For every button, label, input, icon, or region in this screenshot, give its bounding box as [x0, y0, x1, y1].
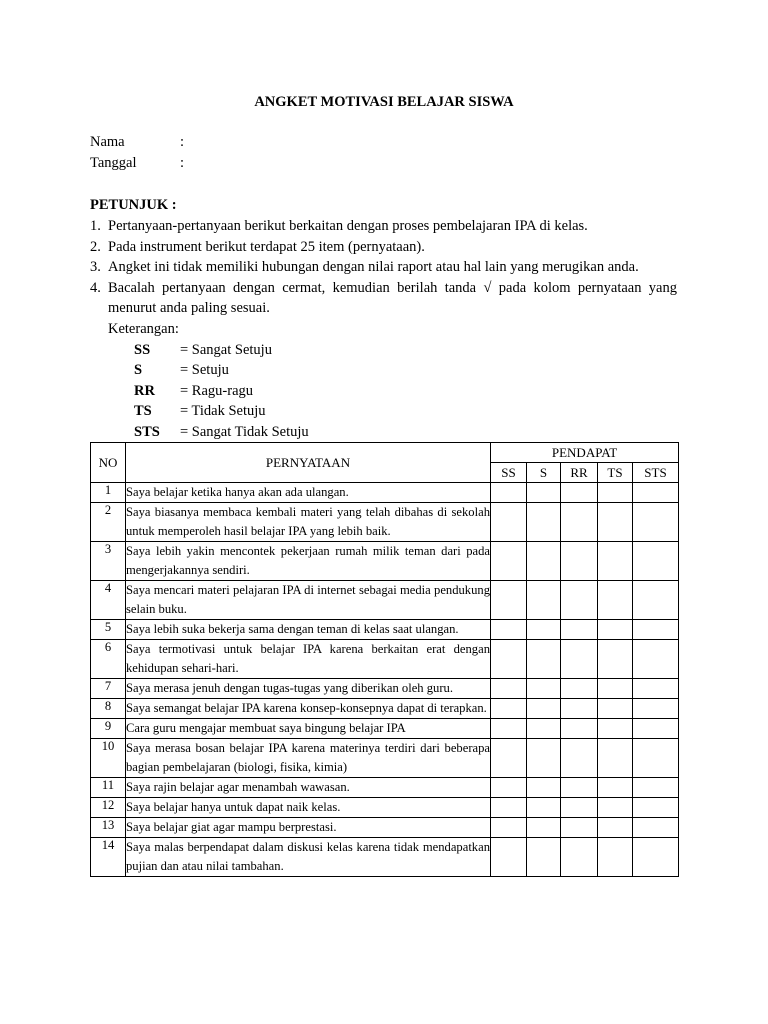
table-row	[91, 778, 679, 798]
answer-cell-sts[interactable]	[633, 818, 679, 838]
legend-meaning: = Ragu-ragu	[180, 382, 254, 399]
answer-cell-ts[interactable]	[598, 818, 633, 838]
header-ss: SS	[491, 463, 527, 483]
header-s: S	[527, 463, 561, 483]
answer-cell-s[interactable]	[527, 581, 561, 620]
table-row	[91, 818, 679, 838]
row-statement: Saya lebih yakin mencontek pekerjaan rumah milik teman dari pada mengerjakannya sendiri.	[126, 542, 491, 581]
row-number: 6	[91, 640, 126, 679]
header-no: NO	[91, 443, 126, 483]
legend-meaning: = Sangat Setuju	[180, 341, 272, 358]
instructions-list	[90, 216, 677, 443]
table-row	[91, 699, 679, 719]
instruction-item	[90, 257, 677, 278]
legend-meaning: = Tidak Setuju	[180, 403, 266, 420]
table-row	[91, 719, 679, 739]
answer-cell-ss[interactable]	[491, 581, 527, 620]
table-row	[91, 620, 679, 640]
instruction-item	[90, 237, 677, 258]
legend-code: RR	[134, 382, 155, 399]
header-rr: RR	[561, 463, 598, 483]
table-row	[91, 739, 679, 778]
legend-row	[134, 422, 677, 443]
answer-cell-rr[interactable]	[561, 581, 598, 620]
answer-cell-sts[interactable]	[633, 719, 679, 739]
answer-cell-sts[interactable]	[633, 620, 679, 640]
answer-cell-ss[interactable]	[491, 620, 527, 640]
answer-cell-s[interactable]	[527, 679, 561, 699]
row-statement: Saya mencari materi pelajaran IPA di internet sebagai media pendukung selain buku.	[126, 581, 491, 620]
answer-cell-sts[interactable]	[633, 838, 679, 877]
instruction-number: 4.	[90, 279, 101, 296]
instruction-text: Bacalah pertanyaan dengan cermat, kemudian berilah tanda √ pada kolom pernyataan yang menurut anda paling sesuai.	[108, 279, 677, 317]
answer-cell-ts[interactable]	[598, 778, 633, 798]
answer-cell-ss[interactable]	[491, 640, 527, 679]
answer-cell-rr[interactable]	[561, 699, 598, 719]
row-number: 4	[91, 581, 126, 620]
answer-cell-ss[interactable]	[491, 818, 527, 838]
answer-cell-ss[interactable]	[491, 679, 527, 699]
answer-cell-ss[interactable]	[491, 798, 527, 818]
row-number: 2	[91, 503, 126, 542]
answer-cell-ts[interactable]	[598, 581, 633, 620]
answer-cell-s[interactable]	[527, 483, 561, 503]
row-statement: Saya belajar hanya untuk dapat naik kelas.	[126, 798, 491, 818]
row-statement: Saya belajar giat agar mampu berprestasi.	[126, 818, 491, 838]
table-row	[91, 542, 679, 581]
answer-cell-ts[interactable]	[598, 699, 633, 719]
answer-cell-s[interactable]	[527, 838, 561, 877]
answer-cell-rr[interactable]	[561, 818, 598, 838]
legend-label: Keterangan:	[108, 320, 179, 337]
row-statement: Saya lebih suka bekerja sama dengan teman di kelas saat ulangan.	[126, 620, 491, 640]
table-row	[91, 798, 679, 818]
legend-row	[134, 360, 677, 381]
date-separator: :	[180, 155, 185, 171]
row-statement: Saya termotivasi untuk belajar IPA karena berkaitan erat dengan kehidupan sehari-hari.	[126, 640, 491, 679]
row-statement: Saya biasanya membaca kembali materi yang telah dibahas di sekolah untuk memperoleh hasil belajar IPA yang lebih baik.	[126, 503, 491, 542]
answer-cell-rr[interactable]	[561, 719, 598, 739]
questionnaire-body	[91, 483, 679, 877]
row-number: 12	[91, 798, 126, 818]
answer-cell-rr[interactable]	[561, 542, 598, 581]
answer-cell-ts[interactable]	[598, 620, 633, 640]
table-row	[91, 503, 679, 542]
legend-row	[134, 381, 677, 402]
answer-cell-rr[interactable]	[561, 620, 598, 640]
answer-cell-ts[interactable]	[598, 503, 633, 542]
questionnaire-table	[90, 442, 679, 877]
legend-meaning: = Setuju	[180, 362, 229, 379]
legend-code: TS	[134, 403, 152, 420]
answer-cell-s[interactable]	[527, 818, 561, 838]
answer-cell-ts[interactable]	[598, 838, 633, 877]
instructions-heading: PETUNJUK :	[90, 197, 177, 213]
row-number: 14	[91, 838, 126, 877]
table-row	[91, 838, 679, 877]
answer-cell-rr[interactable]	[561, 838, 598, 877]
answer-cell-ss[interactable]	[491, 542, 527, 581]
answer-cell-s[interactable]	[527, 503, 561, 542]
answer-cell-ss[interactable]	[491, 838, 527, 877]
instruction-number: 1.	[90, 218, 101, 234]
row-number: 3	[91, 542, 126, 581]
legend-code: SS	[134, 341, 151, 358]
answer-cell-rr[interactable]	[561, 483, 598, 503]
row-number: 5	[91, 620, 126, 640]
answer-cell-s[interactable]	[527, 542, 561, 581]
answer-cell-rr[interactable]	[561, 679, 598, 699]
answer-cell-rr[interactable]	[561, 778, 598, 798]
answer-cell-ts[interactable]	[598, 542, 633, 581]
row-number: 1	[91, 483, 126, 503]
name-label: Nama	[90, 134, 125, 150]
page-title: ANGKET MOTIVASI BELAJAR SISWA	[254, 94, 514, 110]
instruction-item	[90, 216, 677, 237]
table-row	[91, 581, 679, 620]
legend-code: S	[134, 362, 143, 379]
answer-cell-s[interactable]	[527, 719, 561, 739]
instruction-text: Pada instrument berikut terdapat 25 item (pernyataan).	[108, 238, 425, 255]
answer-cell-s[interactable]	[527, 739, 561, 778]
answer-cell-sts[interactable]	[633, 778, 679, 798]
legend-meaning: = Sangat Tidak Setuju	[180, 423, 309, 440]
answer-cell-s[interactable]	[527, 778, 561, 798]
legend-row	[134, 340, 677, 361]
row-number: 9	[91, 719, 126, 739]
answer-cell-ts[interactable]	[598, 719, 633, 739]
row-statement: Saya semangat belajar IPA karena konsep-konsepnya dapat di terapkan.	[126, 699, 491, 719]
row-number: 7	[91, 679, 126, 699]
answer-cell-sts[interactable]	[633, 581, 679, 620]
legend-row	[134, 401, 677, 422]
instruction-number: 2.	[90, 238, 101, 255]
row-number: 13	[91, 818, 126, 838]
row-number: 11	[91, 778, 126, 798]
row-statement: Cara guru mengajar membuat saya bingung belajar IPA	[126, 719, 491, 739]
row-statement: Saya malas berpendapat dalam diskusi kelas karena tidak mendapatkan pujian dan atau nilai tambahan.	[126, 838, 491, 877]
answer-cell-sts[interactable]	[633, 483, 679, 503]
answer-cell-sts[interactable]	[633, 739, 679, 778]
answer-cell-s[interactable]	[527, 798, 561, 818]
row-statement: Saya belajar ketika hanya akan ada ulangan.	[126, 483, 491, 503]
answer-cell-ts[interactable]	[598, 640, 633, 679]
answer-cell-ss[interactable]	[491, 699, 527, 719]
answer-cell-sts[interactable]	[633, 640, 679, 679]
answer-cell-ss[interactable]	[491, 739, 527, 778]
row-statement: Saya rajin belajar agar menambah wawasan.	[126, 778, 491, 798]
answer-cell-sts[interactable]	[633, 699, 679, 719]
answer-cell-ts[interactable]	[598, 679, 633, 699]
header-sts: STS	[633, 463, 679, 483]
legend-code: STS	[134, 423, 160, 440]
answer-cell-rr[interactable]	[561, 640, 598, 679]
answer-cell-ts[interactable]	[598, 798, 633, 818]
row-statement: Saya merasa bosan belajar IPA karena materinya terdiri dari beberapa bagian pembelajaran (biologi, fisika, kimia)	[126, 739, 491, 778]
answer-cell-ts[interactable]	[598, 739, 633, 778]
instruction-text: Pertanyaan-pertanyaan berikut berkaitan dengan proses pembelajaran IPA di kelas.	[108, 218, 588, 234]
answer-cell-s[interactable]	[527, 699, 561, 719]
table-row	[91, 483, 679, 503]
answer-cell-ts[interactable]	[598, 483, 633, 503]
row-statement: Saya merasa jenuh dengan tugas-tugas yang diberikan oleh guru.	[126, 679, 491, 699]
date-label: Tanggal	[90, 155, 137, 171]
answer-cell-rr[interactable]	[561, 503, 598, 542]
header-ts: TS	[598, 463, 633, 483]
date-field	[90, 155, 184, 172]
instruction-text: Angket ini tidak memiliki hubungan dengan nilai raport atau hal lain yang merugikan anda.	[108, 259, 639, 276]
table-row	[91, 640, 679, 679]
answer-cell-sts[interactable]	[633, 798, 679, 818]
answer-cell-ss[interactable]	[491, 719, 527, 739]
answer-cell-ss[interactable]	[491, 503, 527, 542]
answer-cell-ss[interactable]	[491, 778, 527, 798]
answer-cell-sts[interactable]	[633, 503, 679, 542]
header-statement: PERNYATAAN	[126, 443, 491, 483]
name-separator: :	[180, 134, 185, 150]
answer-cell-sts[interactable]	[633, 679, 679, 699]
table-row	[91, 679, 679, 699]
answer-cell-ss[interactable]	[491, 483, 527, 503]
answer-cell-s[interactable]	[527, 640, 561, 679]
instruction-number: 3.	[90, 259, 101, 276]
answer-cell-rr[interactable]	[561, 798, 598, 818]
name-field	[90, 134, 184, 151]
answer-cell-rr[interactable]	[561, 739, 598, 778]
row-number: 10	[91, 739, 126, 778]
answer-cell-sts[interactable]	[633, 542, 679, 581]
header-opinion: PENDAPAT	[491, 443, 679, 463]
row-number: 8	[91, 699, 126, 719]
answer-cell-s[interactable]	[527, 620, 561, 640]
instruction-item	[90, 278, 677, 319]
